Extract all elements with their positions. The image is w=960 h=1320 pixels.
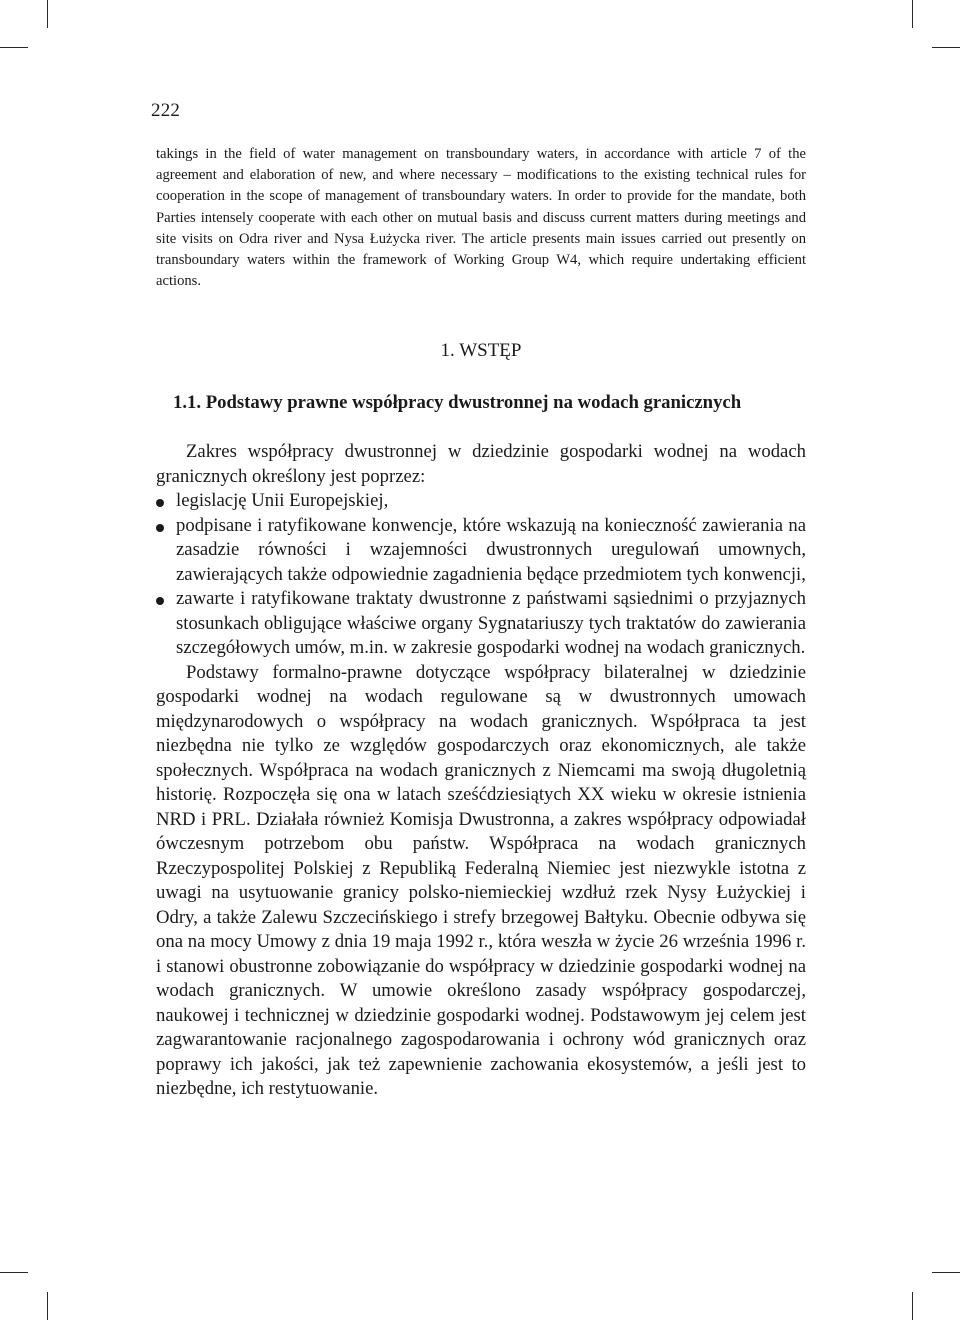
intro-paragraph: Zakres współpracy dwustronnej w dziedzinie gospodarki wodnej na wodach granicznych określony jest poprzez: (156, 441, 806, 487)
crop-mark-top-left-horizontal (0, 47, 28, 48)
crop-mark-bottom-left (47, 1292, 48, 1320)
bullet-icon (156, 524, 164, 532)
bullet-text: legislację Unii Europejskiej, (176, 490, 389, 511)
bullet-icon (156, 499, 164, 507)
main-paragraph: Podstawy formalno-prawne dotyczące współpracy bilateralnej w dziedzinie gospodarki wodnej na wodach regulowane są w dwustronnych umowach międzynarodowych o współpracy na wodach granicznych. Współpraca ta jest niezbędna nie tylko ze względów gospodarczych oraz ekonomicznych, ale także społecznych. Współpraca na wodach granicznych z Niemcami ma swoją długoletnią historię. Rozpoczęła się ona w latach sześćdziesiątych XX wieku w okresie istnienia NRD i PRL. Działała również Komisja Dwustronna, a zakres współpracy odpowiadał ówczesnym potrzebom obu państw. Współpraca na wodach granicznych Rzeczypospolitej Polskiej z Republiką Federalną Niemiec jest niezwykle istotna z uwagi na usytuowanie granicy polsko-niemieckiej wzdłuż rzek Nysy Łużyckiej i Odry, a także Zalewu Szczecińskiego i strefy brzegowej Bałtyku. Obecnie odbywa się ona na mocy Umowy z dnia 19 maja 1992 r., która weszła w życie 26 września 1996 r. i stanowi obustronne zobowiązanie do współpracy w dziedzinie gospodarki wodnej na wodach granicznych. W umowie określono zasady współpracy gospodarczej, naukowej i technicznej w dziedzinie gospodarki wodnej. Podstawowym jej celem jest zagwarantowanie racjonalnego zagospodarowania i ochrony wód granicznych oraz poprawy ich jakości, jak też zapewnienie zachowania ekosystemów, a jeśli jest to niezbędne, ich restytuowanie. (156, 661, 806, 1099)
bullet-item (156, 587, 806, 661)
bullet-item (156, 514, 806, 588)
abstract-paragraph: takings in the field of water management on transboundary waters, in accordance with article 7 of the agreement and elaboration of new, and where necessary – modifications to the existing technical rules for cooperation in the scope of management of transboundary waters. In order to provide for the mandate, both Parties intensely cooperate with each other on mutual basis and discuss current matters during meetings and site visits on Odra river and Nysa Łużycka river. The article presents main issues carried out presently on transboundary waters within the framework of Working Group W4, which require undertaking efficient actions. (156, 146, 806, 290)
body-text (156, 440, 806, 1102)
bullet-item (156, 489, 806, 514)
bullet-icon (156, 597, 164, 605)
crop-mark-top-right-horizontal (932, 47, 960, 48)
bullet-list (156, 489, 806, 661)
crop-mark-top-right (912, 0, 913, 28)
page-number: 222 (151, 100, 181, 121)
crop-mark-bottom-right-horizontal (932, 1272, 960, 1273)
bullet-text: zawarte i ratyfikowane traktaty dwustronne z państwami sąsiednimi o przyjaznych stosunkach obligujące właściwe organy Sygnatariuszy tych traktatów do zawierania szczegółowych umów, m.in. w zakresie gospodarki wodnej na wodach granicznych. (176, 588, 806, 658)
crop-mark-bottom-left-horizontal (0, 1272, 28, 1273)
section-heading: 1. WSTĘP (440, 340, 522, 361)
crop-mark-bottom-right (912, 1292, 913, 1320)
crop-mark-top-left (47, 0, 48, 28)
bullet-text: podpisane i ratyfikowane konwencje, które wskazują na konieczność zawierania na zasadzie równości i wzajemności dwustronnych uregulowań umownych, zawierających także odpowiednie zagadnienia będące przedmiotem tych konwencji, (176, 514, 806, 585)
subsection-heading: 1.1. Podstawy prawne współpracy dwustronnej na wodach granicznych (173, 392, 742, 413)
